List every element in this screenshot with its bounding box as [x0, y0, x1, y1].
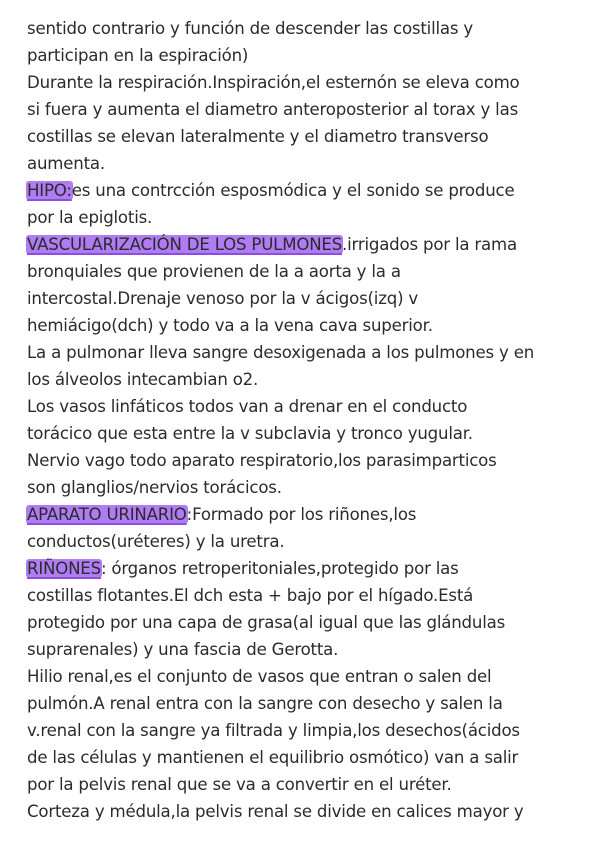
text-line — [27, 285, 587, 312]
line-text: bronquiales que provienen de la a aorta y la a — [27, 262, 401, 281]
text-line — [27, 555, 587, 582]
text-line — [27, 150, 587, 177]
text-line — [27, 312, 587, 339]
line-text: Corteza y médula,la pelvis renal se divide en calices mayor y — [27, 802, 524, 821]
text-line — [27, 15, 587, 42]
line-text: intercostal.Drenaje venoso por la v ácigos(izq) v — [27, 289, 419, 308]
text-line — [27, 474, 587, 501]
text-line — [27, 69, 587, 96]
text-line — [27, 42, 587, 69]
highlighted-heading-aparato-urinario: APARATO URINARIO — [27, 505, 187, 524]
note-text-body — [27, 15, 587, 825]
line-text: conductos(uréteres) y la uretra. — [27, 532, 285, 551]
text-line — [27, 204, 587, 231]
line-text: sentido contrario y función de descender las costillas y — [27, 19, 474, 38]
line-text: Hilio renal,es el conjunto de vasos que entran o salen del — [27, 667, 492, 686]
line-text: protegido por una capa de grasa(al igual que las glándulas — [27, 613, 506, 632]
line-text: hemiácigo(dch) y todo va a la vena cava superior. — [27, 316, 433, 335]
text-line — [27, 393, 587, 420]
text-line — [27, 339, 587, 366]
line-text: los álveolos intecambian o2. — [27, 370, 259, 389]
line-text: por la epiglotis. — [27, 208, 153, 227]
line-text: .irrigados por la rama — [342, 235, 517, 254]
line-text: torácico que esta entre la v subclavia y tronco yugular. — [27, 424, 473, 443]
line-text: Durante la respiración.Inspiración,el esternón se eleva como — [27, 73, 520, 92]
line-text: v.renal con la sangre ya filtrada y limpia,los desechos(ácidos — [27, 721, 520, 740]
text-line — [27, 501, 587, 528]
text-line — [27, 771, 587, 798]
line-text: si fuera y aumenta el diametro anteroposterior al torax y las — [27, 100, 519, 119]
line-text: de las células y mantienen el equilibrio osmótico) van a salir — [27, 748, 519, 767]
line-text: Los vasos linfáticos todos van a drenar en el conducto — [27, 397, 468, 416]
line-text: suprarenales) y una fascia de Gerotta. — [27, 640, 339, 659]
line-text: :Formado por los riñones,los — [186, 505, 417, 524]
line-text: es una contrcción esposmódica y el sonido se produce — [71, 181, 515, 200]
text-line — [27, 609, 587, 636]
highlighted-heading-hipo: HIPO: — [27, 181, 72, 200]
line-text: por la pelvis renal que se va a convertir en el uréter. — [27, 775, 452, 794]
line-text: Nervio vago todo aparato respiratorio,los parasimparticos — [27, 451, 497, 470]
line-text: participan en la espiración) — [27, 46, 249, 65]
text-line — [27, 744, 587, 771]
text-line — [27, 258, 587, 285]
text-line — [27, 717, 587, 744]
text-line — [27, 690, 587, 717]
text-line — [27, 96, 587, 123]
text-line — [27, 123, 587, 150]
text-line — [27, 528, 587, 555]
text-line — [27, 420, 587, 447]
line-text: costillas se elevan lateralmente y el diametro transverso — [27, 127, 489, 146]
line-text: costillas flotantes.El dch esta + bajo por el hígado.Está — [27, 586, 474, 605]
highlighted-heading-rinones: RIÑONES — [27, 559, 101, 578]
text-line — [27, 798, 587, 825]
text-line — [27, 636, 587, 663]
line-text: aumenta. — [27, 154, 105, 173]
line-text: pulmón.A renal entra con la sangre con desecho y salen la — [27, 694, 503, 713]
highlighted-heading-vascularizacion: VASCULARIZACIÓN DE LOS PULMONES — [27, 235, 343, 254]
line-text: son glanglios/nervios torácicos. — [27, 478, 282, 497]
text-line — [27, 177, 587, 204]
text-line — [27, 366, 587, 393]
line-text: : órganos retroperitoniales,protegido por las — [100, 559, 459, 578]
text-line — [27, 663, 587, 690]
line-text: La a pulmonar lleva sangre desoxigenada a los pulmones y en — [27, 343, 535, 362]
text-line — [27, 231, 587, 258]
text-line — [27, 447, 587, 474]
text-line — [27, 582, 587, 609]
